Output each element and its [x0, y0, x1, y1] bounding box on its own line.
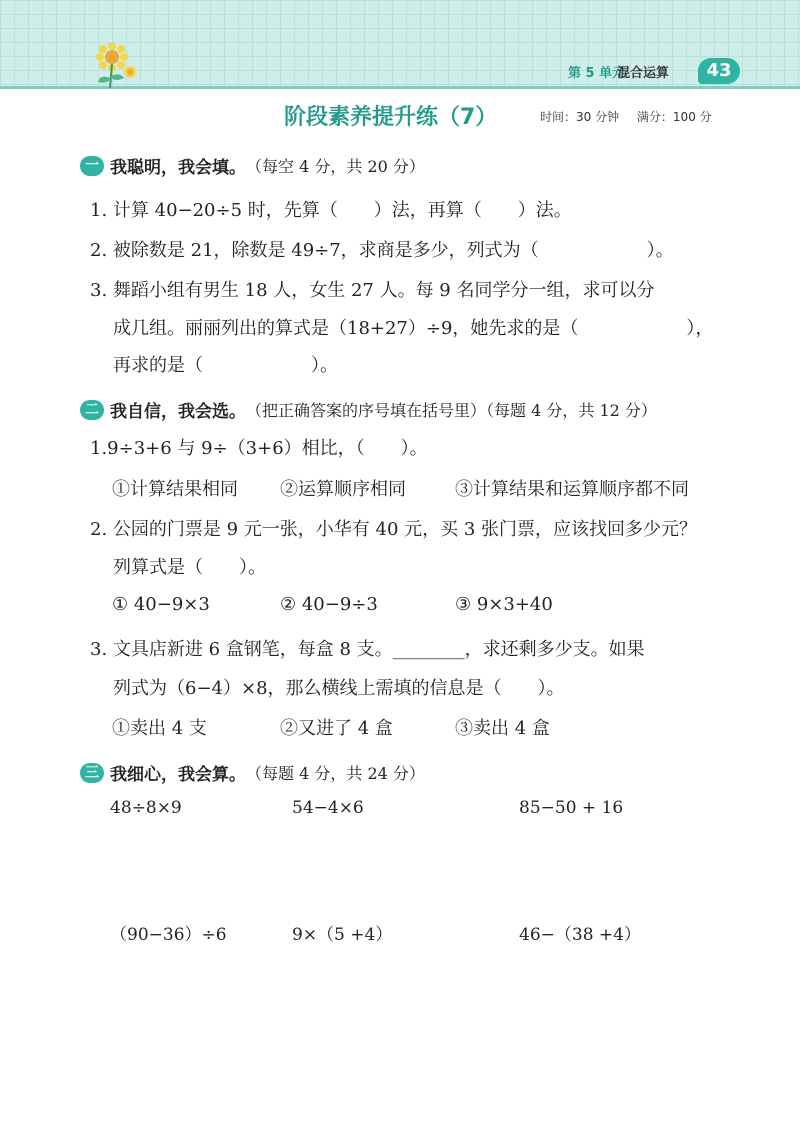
- unit-title: 混合运算: [617, 66, 670, 81]
- page-number: 43: [698, 58, 740, 84]
- section-3-badge: 三: [80, 763, 104, 783]
- section-3-heading: 我细心，我会算。: [110, 765, 246, 785]
- calc-1: 48÷8×9: [110, 798, 182, 818]
- s1-question-3-line-1: 3. 舞蹈小组有男生 18 人，女生 27 人。每 9 名同学分一组，求可以分: [90, 280, 655, 301]
- s2-q1-option-3: ③计算结果和运算顺序都不同: [455, 479, 689, 500]
- calc-3: 85−50 + 16: [519, 798, 624, 818]
- section-1-header: [80, 153, 425, 178]
- s2-q3-option-2: ②又进了 4 盒: [280, 718, 393, 739]
- s2-q2-option-3: ③ 9×3+40: [455, 594, 553, 615]
- section-2-heading: 我自信，我会选。: [110, 402, 246, 422]
- section-3-note: （每题 4 分，共 24 分）: [246, 764, 425, 783]
- s2-q2-option-2: ② 40−9÷3: [280, 594, 378, 615]
- s2-q1-option-2: ②运算顺序相同: [280, 479, 406, 500]
- page-title: 阶段素养提升练（7）: [284, 105, 498, 130]
- section-2-badge: 二: [80, 400, 104, 420]
- s2-q3-option-1: ①卖出 4 支: [112, 718, 207, 739]
- s2-question-3-line-2: 列式为（6−4）×8，那么横线上需填的信息是（ ）。: [113, 678, 565, 699]
- sunflower-icon: [92, 40, 142, 90]
- s2-q3-option-3: ③卖出 4 盒: [455, 718, 550, 739]
- s2-question-1: 1.9÷3+6 与 9÷（3+6）相比，（ ）。: [90, 438, 428, 459]
- section-3-header: [80, 760, 425, 785]
- s2-question-2-line-1: 2. 公园的门票是 9 元一张，小华有 40 元，买 3 张门票，应该找回多少元？: [90, 519, 698, 540]
- calc-5: 9×（5 +4）: [292, 925, 393, 945]
- s2-q2-option-1: ① 40−9×3: [112, 594, 210, 615]
- s1-question-3-line-3: 再求的是（ ）。: [113, 355, 338, 376]
- section-1-heading: 我聪明，我会填。: [110, 158, 246, 178]
- time-limit: 时间：30 分钟: [540, 110, 620, 124]
- section-2-header: [80, 397, 657, 422]
- calc-4: （90−36）÷6: [110, 925, 227, 945]
- s2-q1-option-1: ①计算结果相同: [112, 479, 238, 500]
- calc-6: 46−（38 +4）: [519, 925, 641, 945]
- title-meta: [540, 108, 726, 125]
- unit-label: 第 5 单元: [568, 66, 626, 81]
- full-score: 满分：100 分: [636, 110, 712, 124]
- s2-question-2-line-2: 列算式是（ ）。: [113, 557, 266, 578]
- s1-question-1: 1. 计算 40−20÷5 时，先算（ ）法，再算（ ）法。: [90, 200, 572, 221]
- s1-question-2: 2. 被除数是 21，除数是 49÷7，求商是多少，列式为（ ）。: [90, 240, 674, 261]
- section-1-badge: 一: [80, 156, 104, 176]
- calc-2: 54−4×6: [292, 798, 364, 818]
- section-2-note: （把正确答案的序号填在括号里）（每题 4 分，共 12 分）: [246, 401, 657, 420]
- s1-question-3-line-2: 成几组。丽丽列出的算式是（18+27）÷9，她先求的是（ ），: [113, 318, 714, 339]
- section-1-note: （每空 4 分，共 20 分）: [246, 157, 425, 176]
- s2-question-3-line-1: 3. 文具店新进 6 盒钢笔，每盒 8 支。________，求还剩多少支。如果: [90, 639, 645, 660]
